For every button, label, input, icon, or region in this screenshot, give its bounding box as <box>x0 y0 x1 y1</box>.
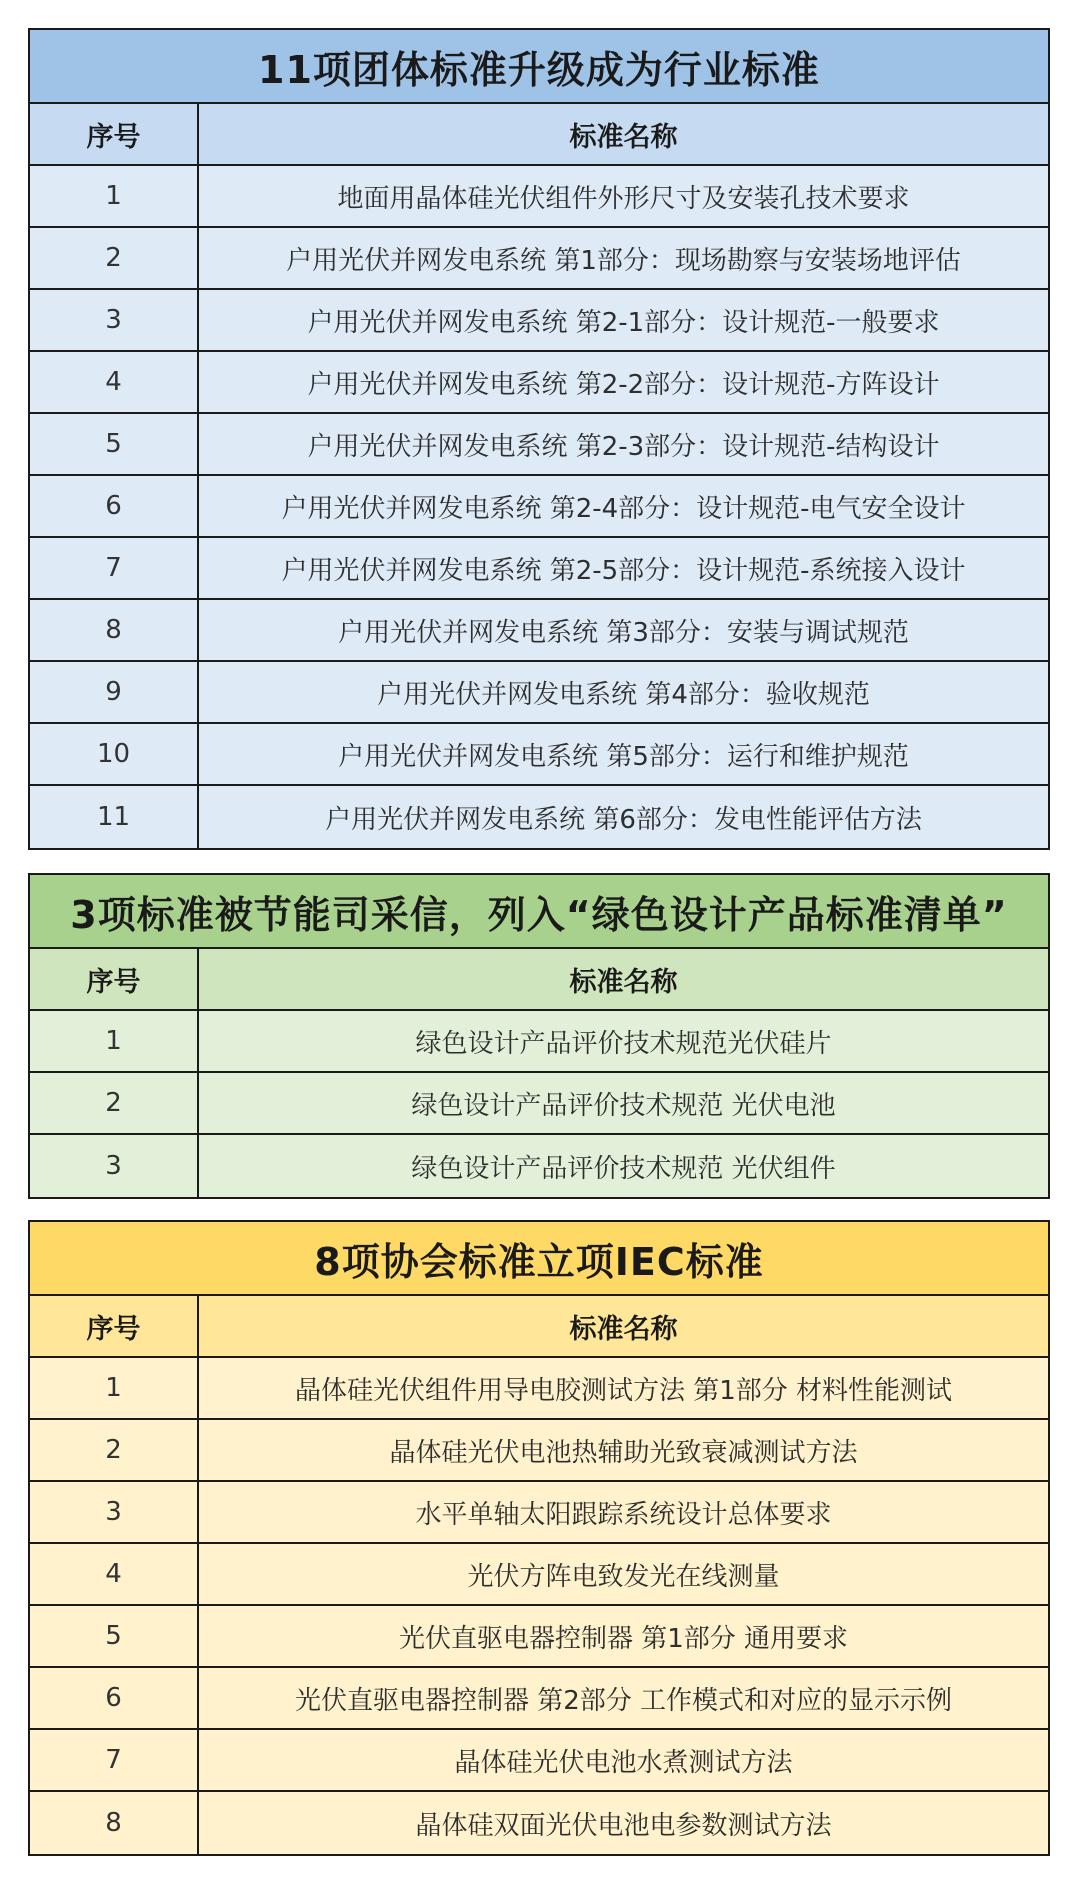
standard-name: 绿色设计产品评价技术规范光伏硅片 <box>415 1028 832 1059</box>
standard-name: 地面用晶体硅光伏组件外形尺寸及安装孔技术要求 <box>337 183 910 214</box>
table-row <box>30 1544 1048 1606</box>
column-header-name: 标准名称 <box>569 966 678 998</box>
row-number: 1 <box>30 1011 199 1071</box>
table-row <box>30 662 1048 724</box>
table-row <box>30 538 1048 600</box>
row-number: 1 <box>30 166 199 226</box>
table-header-row <box>30 104 1048 166</box>
row-number: 8 <box>30 600 199 660</box>
green-design-standards-table <box>28 873 1050 1199</box>
row-number: 3 <box>30 1482 199 1542</box>
table-row <box>30 786 1048 848</box>
row-number: 3 <box>30 290 199 350</box>
table-row <box>30 414 1048 476</box>
column-header-number: 序号 <box>30 104 199 164</box>
table-row <box>30 1668 1048 1730</box>
row-number: 6 <box>30 476 199 536</box>
standard-name: 户用光伏并网发电系统 第4部分：验收规范 <box>377 679 870 710</box>
iec-standards-table <box>28 1220 1050 1856</box>
table-row <box>30 166 1048 228</box>
standard-name: 户用光伏并网发电系统 第2-5部分：设计规范-系统接入设计 <box>281 555 966 586</box>
standard-name: 水平单轴太阳跟踪系统设计总体要求 <box>415 1499 832 1530</box>
standard-name: 光伏方阵电致发光在线测量 <box>467 1561 780 1592</box>
table-row <box>30 1606 1048 1668</box>
column-header-number: 序号 <box>30 949 199 1009</box>
table-title: 3项标准被节能司采信，列入“绿色设计产品标准清单” <box>30 875 1048 949</box>
standard-name: 户用光伏并网发电系统 第1部分：现场勘察与安装场地评估 <box>286 245 961 276</box>
column-header-number: 序号 <box>30 1296 199 1356</box>
row-number: 4 <box>30 352 199 412</box>
standard-name: 绿色设计产品评价技术规范 光伏电池 <box>411 1090 836 1121</box>
column-header-name: 标准名称 <box>569 121 678 153</box>
row-number: 4 <box>30 1544 199 1604</box>
standard-name: 晶体硅光伏组件用导电胶测试方法 第1部分 材料性能测试 <box>294 1375 953 1406</box>
table-header-row <box>30 949 1048 1011</box>
row-number: 5 <box>30 414 199 474</box>
table-row <box>30 1073 1048 1135</box>
table-row <box>30 1730 1048 1792</box>
table-row <box>30 1135 1048 1197</box>
table-row <box>30 1792 1048 1854</box>
table-row <box>30 1420 1048 1482</box>
standard-name: 光伏直驱电器控制器 第1部分 通用要求 <box>398 1623 849 1654</box>
row-number: 1 <box>30 1358 199 1418</box>
row-number: 7 <box>30 538 199 598</box>
standard-name: 户用光伏并网发电系统 第2-4部分：设计规范-电气安全设计 <box>281 493 966 524</box>
standard-name: 晶体硅光伏电池热辅助光致衰减测试方法 <box>389 1437 858 1468</box>
row-number: 7 <box>30 1730 199 1790</box>
standard-name: 户用光伏并网发电系统 第2-3部分：设计规范-结构设计 <box>307 431 940 462</box>
industry-standards-table <box>28 28 1050 850</box>
standard-name: 户用光伏并网发电系统 第3部分：安装与调试规范 <box>338 617 909 648</box>
standard-name: 户用光伏并网发电系统 第6部分：发电性能评估方法 <box>325 804 922 835</box>
standard-name: 户用光伏并网发电系统 第5部分：运行和维护规范 <box>338 741 909 772</box>
table-row <box>30 1482 1048 1544</box>
row-number: 6 <box>30 1668 199 1728</box>
table-row <box>30 228 1048 290</box>
table-row <box>30 600 1048 662</box>
standard-name: 晶体硅光伏电池水煮测试方法 <box>454 1747 793 1778</box>
row-number: 9 <box>30 662 199 722</box>
standard-name: 户用光伏并网发电系统 第2-1部分：设计规范-一般要求 <box>307 307 940 338</box>
table-title: 11项团体标准升级成为行业标准 <box>30 30 1048 104</box>
row-number: 5 <box>30 1606 199 1666</box>
standard-name: 晶体硅双面光伏电池电参数测试方法 <box>415 1810 832 1841</box>
standard-name: 光伏直驱电器控制器 第2部分 工作模式和对应的显示示例 <box>294 1685 953 1716</box>
row-number: 2 <box>30 228 199 288</box>
standard-name: 绿色设计产品评价技术规范 光伏组件 <box>411 1153 836 1184</box>
row-number: 11 <box>30 786 199 848</box>
table-row <box>30 290 1048 352</box>
table-row <box>30 352 1048 414</box>
table-header-row <box>30 1296 1048 1358</box>
row-number: 2 <box>30 1073 199 1133</box>
table-row <box>30 1011 1048 1073</box>
row-number: 10 <box>30 724 199 784</box>
table-row <box>30 724 1048 786</box>
row-number: 2 <box>30 1420 199 1480</box>
row-number: 3 <box>30 1135 199 1197</box>
row-number: 8 <box>30 1792 199 1854</box>
standard-name: 户用光伏并网发电系统 第2-2部分：设计规范-方阵设计 <box>307 369 940 400</box>
table-title: 8项协会标准立项IEC标准 <box>30 1222 1048 1296</box>
column-header-name: 标准名称 <box>569 1313 678 1345</box>
table-row <box>30 476 1048 538</box>
table-row <box>30 1358 1048 1420</box>
